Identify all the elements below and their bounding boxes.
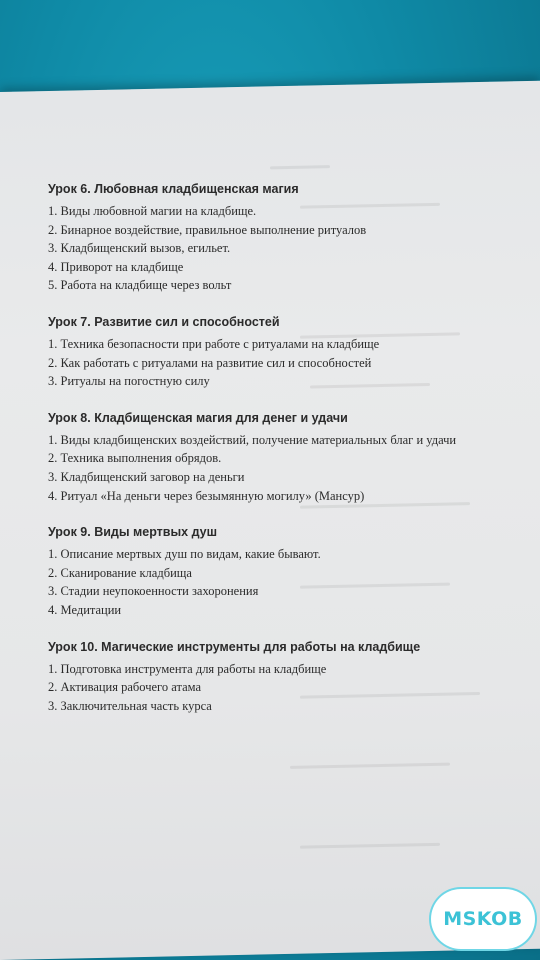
lesson-title <box>48 638 518 656</box>
list-item: 2. Техника выполнения обрядов. <box>48 451 222 466</box>
list-item: 1. Виды кладбищенских воздействий, получение материальных благ и удачи <box>48 432 457 447</box>
watermark-text: MSKOB <box>443 908 523 930</box>
list-item: 1. Техника безопасности при работе с ритуалами на кладбище <box>48 336 380 351</box>
list-item: 2. Бинарное воздействие, правильное выполнение ритуалов <box>48 222 367 237</box>
lesson-name: Магические инструменты для работы на кладбище <box>101 639 421 654</box>
lesson-name: Развитие сил и способностей <box>94 314 280 329</box>
list-item: 2. Как работать с ритуалами на развитие сил и способностей <box>48 355 372 370</box>
list-item: 1. Описание мертвых душ по видам, какие бывают. <box>48 547 321 562</box>
list-item: 3. Кладбищенский вызов, егильет. <box>48 241 231 256</box>
lesson-10 <box>48 638 518 716</box>
list-item: 4. Приворот на кладбище <box>48 259 184 274</box>
lesson-list <box>48 180 518 733</box>
lesson-title <box>48 523 518 541</box>
lesson-number: Урок 9. <box>48 525 91 540</box>
lesson-name: Виды мертвых душ <box>94 525 218 540</box>
lesson-name: Кладбищенская магия для денег и удачи <box>94 410 348 425</box>
watermark-logo <box>434 892 532 946</box>
list-item: 2. Активация рабочего атама <box>48 680 201 695</box>
list-item: 1. Виды любовной магии на кладбище. <box>48 204 257 218</box>
list-item: 5. Работа на кладбище через вольт <box>48 278 232 293</box>
lesson-8 <box>48 409 518 505</box>
lesson-6 <box>48 180 518 295</box>
list-item: 2. Сканирование кладбища <box>48 565 192 580</box>
lesson-title <box>48 409 518 427</box>
list-item: 4. Ритуал «На деньги через безымянную могилу» (Мансур) <box>48 488 365 503</box>
lesson-number: Урок 6. <box>48 182 91 196</box>
lesson-number: Урок 10. <box>48 639 98 654</box>
lesson-number: Урок 7. <box>48 314 91 329</box>
list-item: 4. Медитации <box>48 602 122 617</box>
list-item: 1. Подготовка инструмента для работы на кладбище <box>48 661 327 676</box>
list-item: 3. Стадии неупокоенности захоронения <box>48 584 259 599</box>
lesson-name: Любовная кладбищенская магия <box>94 182 299 196</box>
lesson-7 <box>48 313 518 391</box>
list-item: 3. Заключительная часть курса <box>48 698 212 713</box>
lesson-title <box>48 180 518 198</box>
lesson-title <box>48 313 518 331</box>
list-item: 3. Кладбищенский заговор на деньги <box>48 469 245 484</box>
list-item: 3. Ритуалы на погостную силу <box>48 374 210 389</box>
lesson-number: Урок 8. <box>48 410 91 425</box>
lesson-9 <box>48 523 518 619</box>
